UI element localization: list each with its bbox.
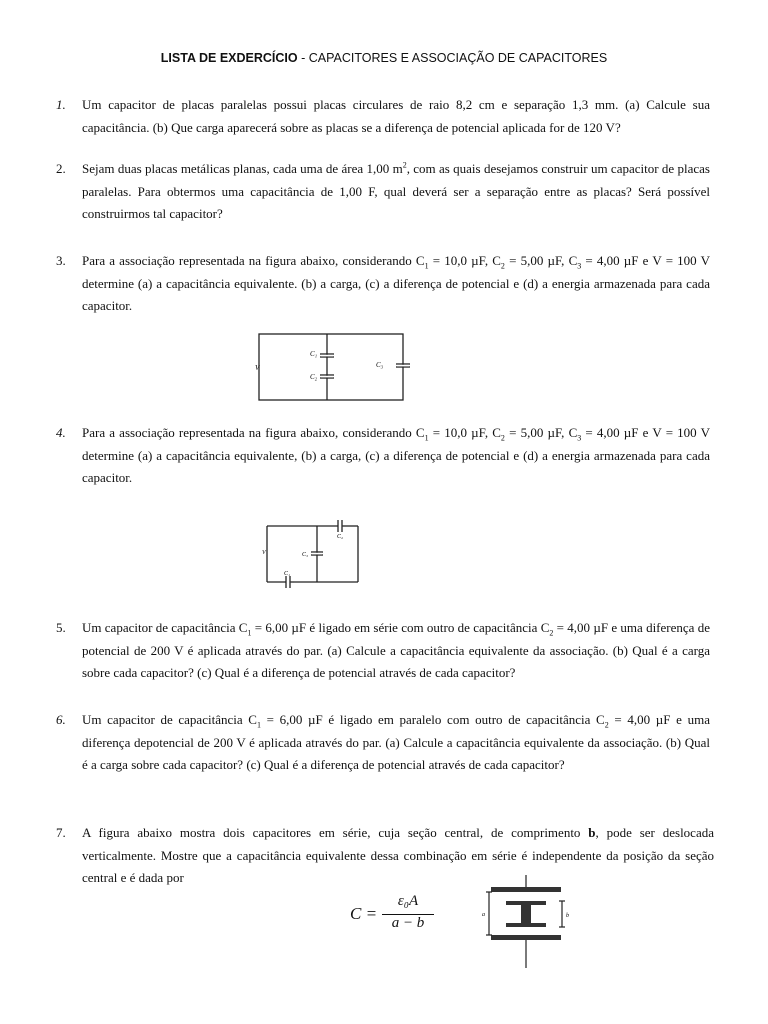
question-text: Para a associação representada na figura abaixo, considerando $C_1 = 10,0$ µF, $C_2 = 5,00$ µF, $C_3 = 4,00$ µF e V = 100 V determine (a) a capacitância equivalente. (b) a carga, (c) a diferença de potencial e (d) a energia armazenada para cada capacitor.	[82, 253, 710, 314]
capacitor-figure-7	[478, 875, 578, 970]
question-number: 2.	[56, 161, 66, 176]
question-1	[56, 94, 710, 139]
svg-text:b: b	[566, 913, 569, 919]
circuit-figure-3	[255, 330, 407, 404]
svg-text:C₁: C₁	[310, 350, 318, 358]
question-5	[56, 617, 710, 685]
question-3	[56, 250, 710, 318]
question-7	[56, 822, 714, 890]
question-2	[56, 158, 710, 226]
svg-text:a: a	[482, 912, 485, 918]
question-4	[56, 422, 710, 490]
question-text: Para a associação representada na figura abaixo, considerando $C_1 = 10,0$ µF, $C_2 = 5,00$ µF, $C_3 = 4,00$ µF e V = 100 V determine (a) a capacitância equivalente, (b) a carga, (c) a diferença de potencial e (d) a energia armazenada para cada capacitor.	[82, 425, 710, 486]
page-title	[0, 51, 768, 65]
question-text: Um capacitor de capacitância $C_1 = 6,00$ µF é ligado em série com outro de capacitância $C_2 = 4,00$ µF e uma diferença de potencial de 200 V é aplicada através do par. (a) Calcule a capacitância equivalente da associação. (b) Qual é a carga sobre cada capacitor? (c) Qual é a diferença de potencial através de cada capacitor?	[82, 620, 710, 681]
formula-numerator: ε₀A	[397, 893, 419, 909]
question-number: 1.	[56, 97, 66, 112]
question-number: 3.	[56, 253, 66, 268]
capacitance-formula	[350, 893, 440, 937]
question-6	[56, 709, 710, 777]
formula-denominator: a − b	[391, 915, 425, 931]
svg-text:C₁: C₁	[284, 571, 291, 577]
svg-text:C₂: C₂	[310, 373, 318, 381]
svg-text:V: V	[255, 364, 260, 372]
svg-text:C₂: C₂	[337, 534, 344, 540]
svg-text:V: V	[262, 550, 266, 556]
question-number: 4.	[56, 425, 66, 440]
svg-text:C₃: C₃	[376, 361, 384, 369]
question-number: 6.	[56, 712, 66, 727]
question-text: Sejam duas placas metálicas planas, cada uma de área 1,00 $m^2$, com as quais desejamos construir um capacitor de placas paralelas. Para obtermos uma capacitância de 1,00 F, qual deverá ser a separação entre as placas? Será possível construirmos tal capacitor?	[82, 160, 710, 222]
circuit-figure-4	[262, 518, 362, 588]
svg-text:C₃: C₃	[302, 552, 309, 558]
title-rest: - CAPACITORES E ASSOCIAÇÃO DE CAPACITORES	[297, 51, 608, 65]
question-number: 7.	[56, 825, 66, 840]
question-text: A figura abaixo mostra dois capacitores em série, cuja seção central, de comprimento b, pode ser deslocada verticalmente. Mostre que a capacitância equivalente dessa combinação em série é independente da posição da seção central e é dada por	[82, 825, 714, 886]
question-text: Um capacitor de capacitância $C_1 = 6,00$ µF é ligado em paralelo com outro de capacitância $C_2 = 4,00$ µF e uma diferença depotencial de 200 V é aplicada através do par. (a) Calcule a capacitância equivalente da associação. (b) Qual é a carga sobre cada capacitor? (c) Qual é a diferença de potencial através de cada capacitor?	[82, 712, 710, 773]
formula-lhs: C =	[350, 904, 378, 923]
question-text: Um capacitor de placas paralelas possui placas circulares de raio 8,2 cm e separação 1,3 mm. (a) Calcule sua capacitância. (b) Que carga aparecerá sobre as placas se a diferença de potencial aplicada for de 120 V?	[82, 97, 710, 135]
question-number: 5.	[56, 620, 66, 635]
title-bold: LISTA DE EXDERCÍCIO	[160, 51, 298, 65]
